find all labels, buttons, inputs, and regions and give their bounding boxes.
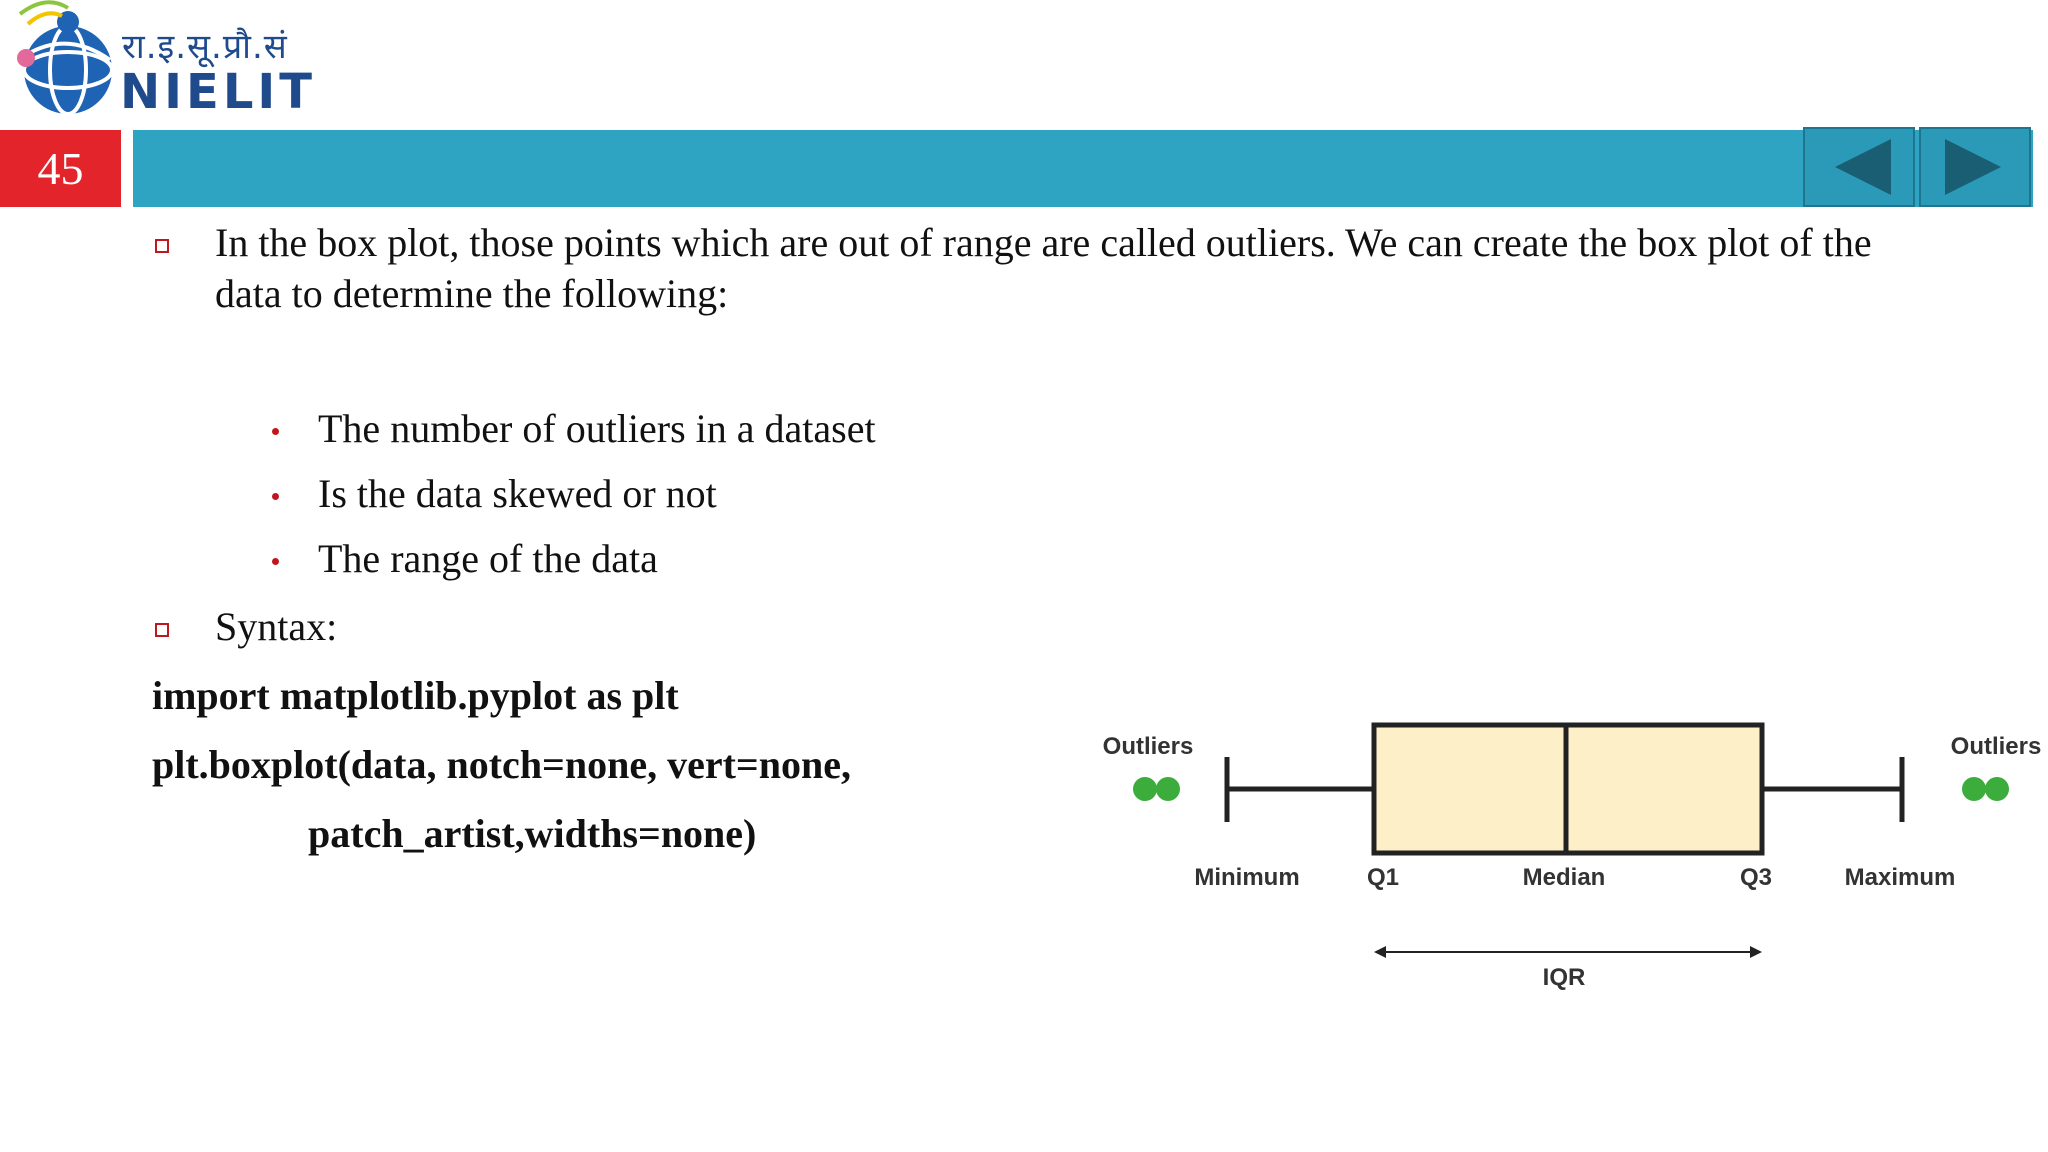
slide-number: 45 [0,130,121,207]
median-label: Median [1522,864,1606,891]
syntax-label: Syntax: [215,604,338,649]
outlier-right-1 [1962,777,1986,801]
intro-line-1: In the box plot, those points which are out of range are called outliers. We can create the box plot of the [215,220,1872,265]
sub-item-1: The number of outliers in a dataset [318,406,876,451]
outliers-left-label: Outliers [1102,733,1194,760]
nielit-logo [6,0,317,120]
globe-icon [6,0,116,120]
outlier-left-1 [1133,777,1157,801]
code-line-3: patch_artist,widths=none) [308,811,757,856]
code-line-1: import matplotlib.pyplot as plt [152,673,679,718]
next-slide-button[interactable] [1919,127,2031,207]
minimum-label: Minimum [1194,864,1300,891]
logo-name: NIELIT [120,64,317,120]
triangle-left-icon [1805,129,1913,205]
title-bar [133,130,2033,207]
square-bullet-icon [155,623,169,637]
q3-label: Q3 [1739,864,1773,891]
outlier-left-2 [1156,777,1180,801]
outliers-right-label: Outliers [1950,733,2042,760]
q1-label: Q1 [1366,864,1400,891]
square-bullet-icon [155,239,169,253]
previous-slide-button[interactable] [1803,127,1915,207]
dot-bullet-icon [272,428,279,435]
sub-item-2: Is the data skewed or not [318,471,717,516]
maximum-label: Maximum [1844,864,1956,891]
intro-line-2: data to determine the following: [215,271,729,316]
dot-bullet-icon [272,558,279,565]
dot-bullet-icon [272,493,279,500]
sub-item-3: The range of the data [318,536,658,581]
logo-hindi-text: रा.इ.सू.प्रौ.सं [122,27,288,67]
boxplot-diagram [1100,700,2048,1020]
outlier-right-2 [1985,777,2009,801]
code-line-2: plt.boxplot(data, notch=none, vert=none, [152,742,851,787]
iqr-label: IQR [1542,964,1586,991]
triangle-right-icon [1921,129,2029,205]
